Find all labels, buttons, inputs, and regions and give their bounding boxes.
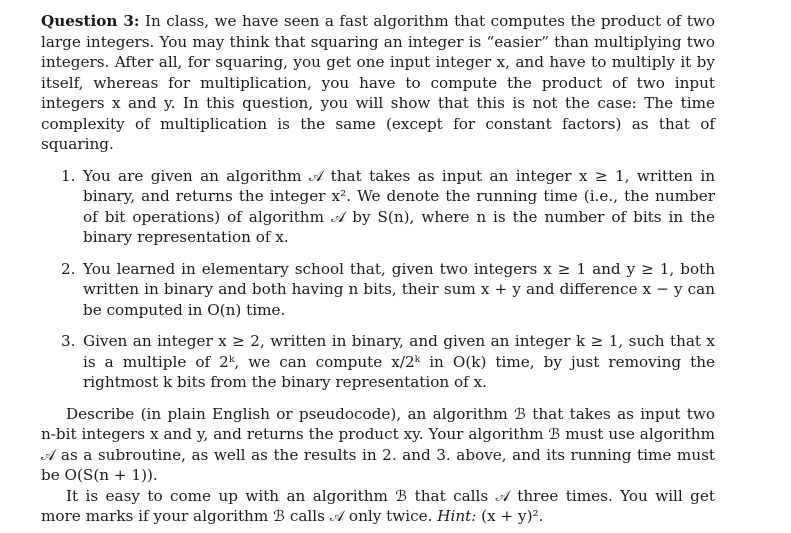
- list-item: [41, 331, 715, 393]
- list-item-text: You are given an algorithm 𝒜 that takes as input an integer x ≥ 1, written in binary, and returns the integer x². We denote the running time (i.e., the number of bit operations) of algorithm 𝒜 by S(n), where n is the number of bits in the binary representation of x.: [83, 166, 715, 246]
- closing-remark: [41, 486, 715, 527]
- list-item: [41, 259, 715, 321]
- hint-label: Hint:: [437, 507, 477, 525]
- given-facts-list: [41, 166, 715, 393]
- hint-formula: (x + y)².: [476, 507, 544, 525]
- list-item-text: You learned in elementary school that, given two integers x ≥ 1 and y ≥ 1, both written in binary and both having n bits, their sum x + y and difference x − y can be computed in O(n) time.: [83, 259, 715, 319]
- list-item-text: Given an integer x ≥ 2, written in binary, and given an integer k ≥ 1, such that x is a multiple of 2ᵏ, we can compute x/2ᵏ in O(k) time, by just removing the rightmost k bits from the binary representation of x.: [83, 332, 715, 391]
- list-item: [41, 166, 715, 248]
- list-item-number: 2.: [61, 259, 76, 278]
- question-intro-text: In class, we have seen a fast algorithm that computes the product of two large integers. You may think that squaring an integer is “easier” than multiplying two integers. After all, for squaring, you get one input integer x, and have to multiply it by itself, whereas for multiplication, you have to compute the product of two input integers x and y. In this question, you will show that this is not the case: The time complexity of multiplication is the same (except for constant factors) as that of squaring.: [41, 12, 716, 153]
- task-description: Describe (in plain English or pseudocode), an algorithm ℬ that takes as input two n-bit integers x and y, and returns the product xy. Your algorithm ℬ must use algorithm 𝒜 as a subroutine, as well as the results in 2. and 3. above, and its running time must be O(S(n + 1)).: [41, 404, 715, 484]
- list-item-number: 1.: [61, 166, 76, 185]
- list-item-number: 3.: [61, 332, 76, 350]
- question-document: [41, 11, 715, 527]
- closing-text: It is easy to come up with an algorithm ℬ that calls 𝒜 three times. You will get more marks if your algorithm ℬ calls 𝒜 only twice.: [41, 486, 715, 525]
- question-intro: [41, 11, 715, 155]
- question-title: Question 3:: [41, 12, 140, 30]
